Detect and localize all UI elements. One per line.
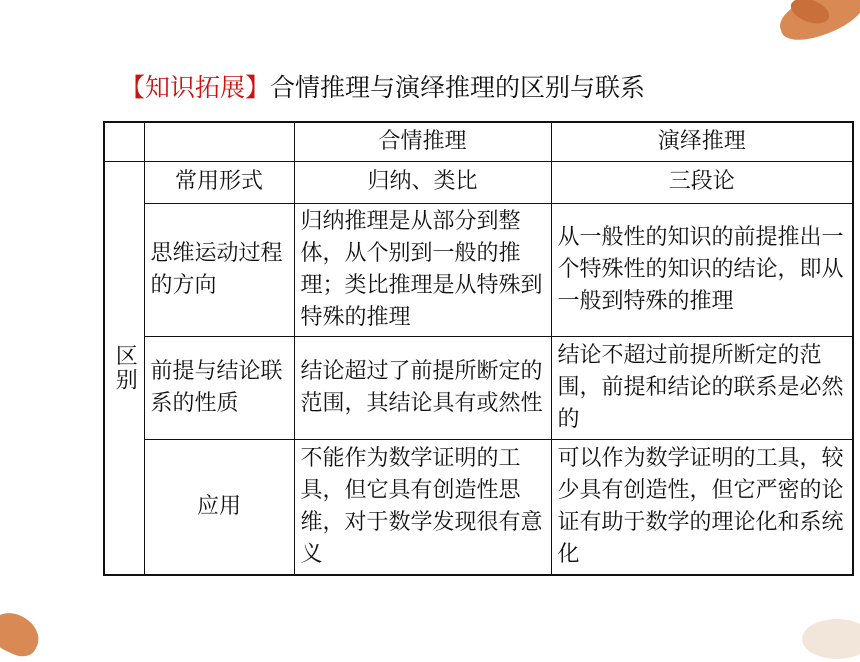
title-text: 合情推理与演绎推理的区别与联系 [270, 73, 646, 102]
comparison-table [103, 121, 854, 576]
table-row [104, 161, 853, 203]
corner-decoration-bottom-right [802, 619, 860, 659]
row-label: 思维运动过程的方向 [144, 203, 294, 336]
header-deductive-reasoning: 演绎推理 [551, 122, 853, 161]
title-tag: 【知识拓展】 [120, 73, 271, 102]
row-label: 前提与结论联系的性质 [144, 336, 294, 439]
table-header-row [104, 122, 853, 161]
deductive-cell: 结论不超过前提所断定的范围，前提和结论的联系是必然的 [551, 336, 853, 439]
deductive-cell: 从一般性的知识的前提推出一个特殊性的知识的结论，即从一般到特殊的推理 [551, 203, 853, 336]
table-row [104, 203, 853, 336]
deductive-cell: 三段论 [551, 161, 853, 203]
table-row [104, 439, 853, 575]
plausible-cell: 不能作为数学证明的工具，但它具有创造性思维，对于数学发现很有意义 [294, 439, 551, 575]
plausible-cell: 归纳、类比 [294, 161, 551, 203]
header-cell-empty-2 [144, 122, 294, 161]
table-row [104, 336, 853, 439]
row-label: 应用 [144, 439, 294, 575]
header-cell-empty-1 [104, 122, 144, 161]
corner-decoration-bottom-left [0, 606, 46, 662]
deductive-cell: 可以作为数学证明的工具，较少具有创造性，但它严密的论证有助于数学的理论化和系统化 [551, 439, 853, 575]
plausible-cell: 归纳推理是从部分到整体，从个别到一般的推理；类比推理是从特殊到特殊的推理 [294, 203, 551, 336]
header-plausible-reasoning: 合情推理 [294, 122, 551, 161]
side-label-difference: 区别 [104, 161, 144, 575]
page-title [120, 71, 645, 105]
plausible-cell: 结论超过了前提所断定的范围，其结论具有或然性 [294, 336, 551, 439]
row-label: 常用形式 [144, 161, 294, 203]
